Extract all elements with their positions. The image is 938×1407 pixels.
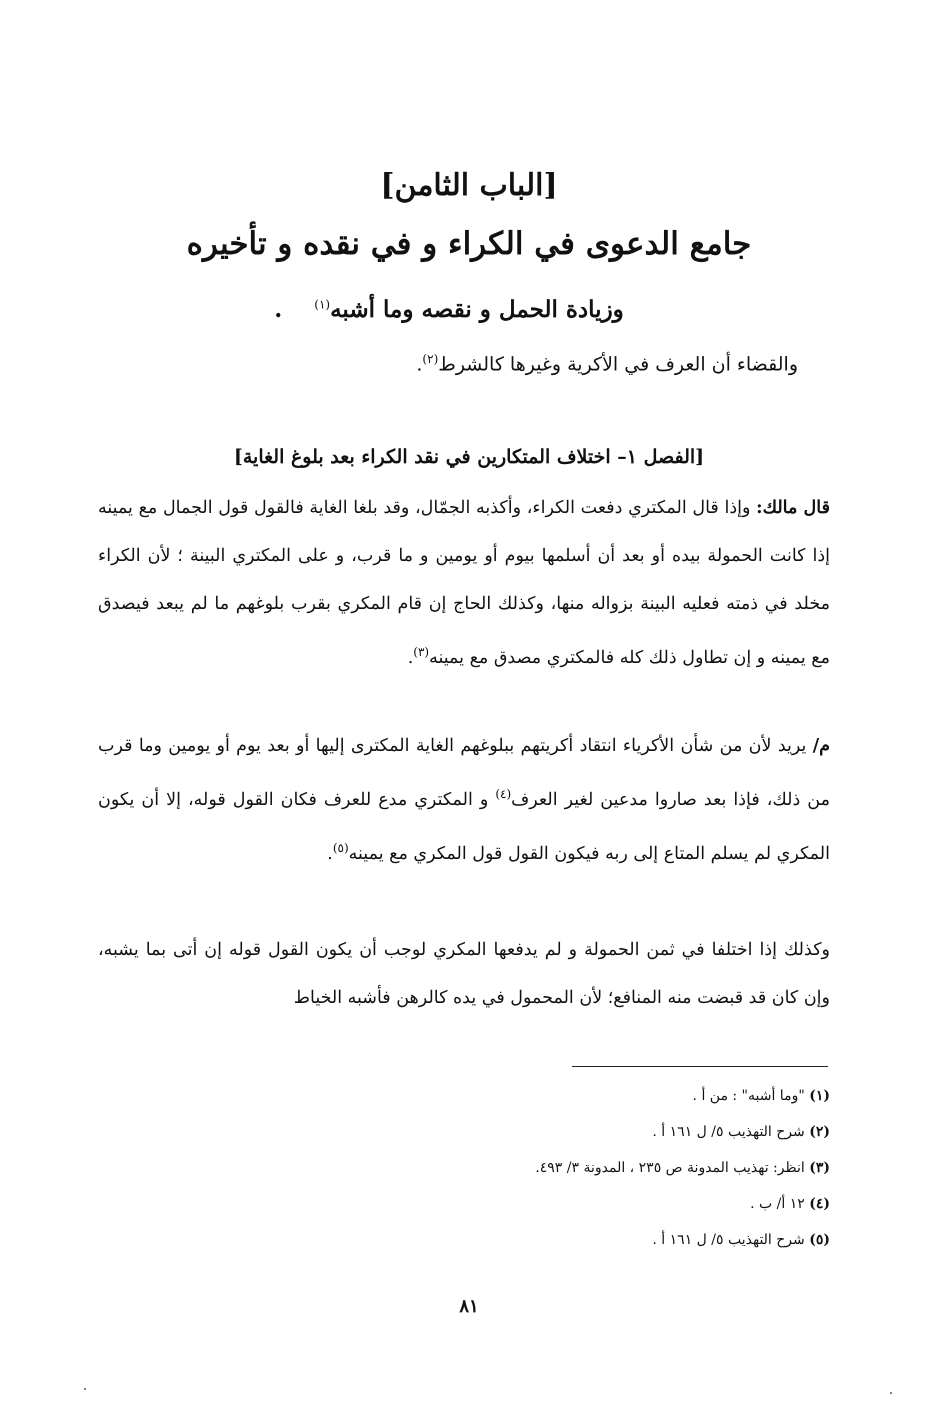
footnote-ref[interactable]: (٢) [422, 352, 439, 366]
footnote-item [310, 1078, 830, 1114]
footnote-item [310, 1222, 830, 1258]
footnote-number: (٥) [809, 1232, 830, 1248]
footnote-ref[interactable]: (٤) [495, 787, 512, 801]
paragraph [98, 484, 830, 682]
footnote-ref[interactable]: (٣) [413, 645, 430, 659]
chapter-subtitle-secondary-text: والقضاء أن العرف في الأكرية وغيرها كالشرط [438, 353, 798, 376]
section-heading: [الفصل ١– اختلاف المتكارين في نقد الكراء بعد بلوغ الغاية] [233, 446, 705, 468]
footnote-text: ١٢ أ/ ب . [750, 1196, 805, 1212]
chapter-label: [الباب الثامن] [380, 168, 558, 203]
paragraph-lead: م/ [812, 736, 830, 756]
footnote-number: (٤) [809, 1196, 830, 1212]
footnote-divider [572, 1066, 828, 1067]
footnote-number: (١) [809, 1088, 830, 1104]
paragraph-text: وإذا قال المكتري دفعت الكراء، وأكذبه الجمّال، وقد بلغا الغاية فالقول قول الجمال مع يمينه إذا كانت الحمولة بيده أو بعد أن أسلمها بيوم أو يومين و ما قرب، و على المكتري البينة ؛ لأن الكراء مخلد في ذمته فعليه البينة بزواله منها، وكذلك الحاج إن قام المكري بقرب بلوغهم ما لم يبعد فيصدق مع يمينه و إن تطاول ذلك كله فالمكتري مصدق مع يمينه [98, 498, 830, 668]
subtitle-period: . [274, 296, 283, 323]
chapter-title: جامع الدعوى في الكراء و في نقده و تأخيره [186, 226, 752, 262]
scan-speck [890, 1392, 892, 1394]
footnotes-list [310, 1078, 830, 1258]
paragraph [98, 722, 830, 878]
chapter-subtitle-text: وزيادة الحمل و نقصه وما أشبه [330, 296, 624, 323]
paragraph-period: . [407, 647, 414, 668]
subtitle-period: . [416, 353, 423, 376]
footnote-number: (٢) [809, 1124, 830, 1140]
footnote-text: شرح التهذيب ٥/ ل ١٦١ أ . [652, 1124, 805, 1140]
paragraph-lead: قال مالك: [756, 498, 830, 518]
footnote-number: (٣) [809, 1160, 830, 1176]
footnote-item [310, 1150, 830, 1186]
footnote-text: "وما أشبه" : من أ . [692, 1088, 805, 1104]
paragraph-text: و المكتري مدع للعرف فكان القول قوله، إلا أن يكون المكري لم يسلم المتاع إلى ربه فيكون القول قول المكري مع يمينه [98, 789, 830, 864]
footnote-item [310, 1114, 830, 1150]
footnote-text: شرح التهذيب ٥/ ل ١٦١ أ . [652, 1232, 805, 1248]
chapter-subtitle-secondary [416, 352, 798, 375]
chapter-subtitle [0, 296, 938, 323]
paragraph [98, 926, 830, 1022]
page-number: ٨١ [459, 1296, 479, 1317]
paragraph-text: يريد لأن من شأن الأكرياء انتقاد أكريتهم ببلوغهم الغاية المكترى إليها أو بعد يوم أو يومين وما قرب من ذلك، فإذا بعد صاروا مدعين لغير العرف [98, 736, 830, 810]
paragraph-period: . [327, 843, 333, 864]
footnote-text: انظر: تهذيب المدونة ص ٢٣٥ ، المدونة ٣/ ٤٩٣. [535, 1160, 805, 1176]
scan-speck [84, 1388, 86, 1390]
footnote-ref[interactable]: (١) [314, 297, 331, 312]
paragraph-text: وكذلك إذا اختلفا في ثمن الحمولة و لم يدفعها المكري لوجب أن يكون القول قوله إن أتى بما يشبه، وإن كان قد قبضت منه المنافع؛ لأن المحمول في يده كالرهن فأشبه الخياط [98, 940, 830, 1008]
footnote-ref[interactable]: (٥) [332, 840, 349, 855]
footnote-item [310, 1186, 830, 1222]
